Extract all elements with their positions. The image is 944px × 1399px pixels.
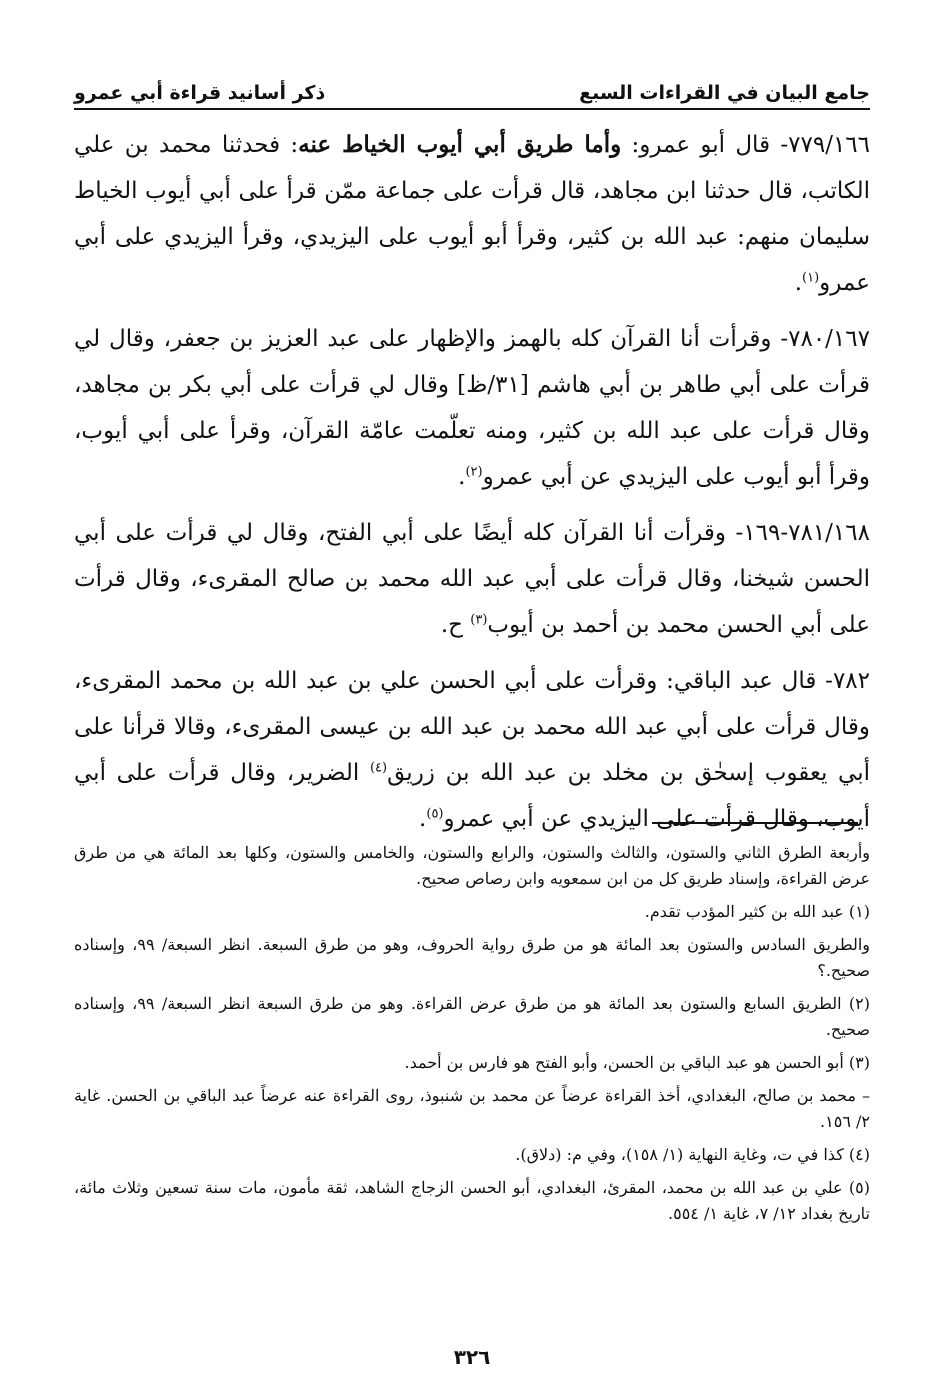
paragraph-number: ٧٨١/١٦٨-١٦٩- [735, 520, 870, 546]
footnote-3: (٣) أبو الحسن هو عبد الباقي بن الحسن، وأبو الفتح هو فارس بن أحمد. [404, 1053, 870, 1072]
footnote-marker[interactable]: (٥) [426, 806, 444, 822]
paragraph-emphasis: وأما طريق أبي أيوب الخياط عنه [298, 131, 622, 158]
paragraph-text: الضرير، وقال قرأت على أبي أيوب، وقال قرأت على اليزيدي عن أبي عمرو [74, 760, 870, 832]
footnote-3-note: – محمد بن صالح، البغدادي، أخذ القراءة عرضاً عن محمد بن شنبوذ، روى القراءة عنه عرضاً عبد الباقي بن الحسن. غاية ٢/ ١٥٦. [74, 1086, 870, 1131]
main-text [74, 122, 870, 852]
footnote-continuation: وأربعة الطرق الثاني والستون، والثالث والستون، والرابع والستون، والخامس والستون، وكلها بعد المائة هي من طرق عرض القراءة، وإسناد طريق كل من ابن سمعويه وابن رصاص صحيح. [74, 843, 870, 888]
chapter-title: ذكر أسانيد قراءة أبي عمرو [74, 82, 326, 104]
footnote-marker[interactable]: (٣) [470, 612, 488, 628]
paragraph-781 [74, 510, 870, 648]
page-number: ٣٢٦ [453, 1345, 491, 1369]
footnotes [74, 840, 870, 1234]
paragraph-779 [74, 122, 870, 306]
paragraph-text: وقرأت أنا القرآن كله بالهمز والإظهار على عبد العزيز بن جعفر، وقال لي قرأت على أبي طاهر بن أبي هاشم [٣١/ظ] وقال لي قرأت على أبي بكر بن مجاهد، وقال قرأت على عبد الله بن كثير، ومنه تعلّمت عامّة القرآن، وقرأ على أبي أيوب، وقرأ أبو أيوب على اليزيدي عن أبي عمرو [74, 326, 870, 490]
paragraph-text: قال عبد الباقي: وقرأت على أبي الحسن علي بن عبد الله بن محمد المقرىء، وقال قرأت على أبي عبد الله محمد بن عبد الله بن عيسى المقرىء، وقالا قرأنا على أبي يعقوب إسحٰق بن مخلد بن عبد الله بن زريق [74, 668, 871, 786]
paragraph-number: ٧٨٢- [825, 668, 870, 694]
footnote-2: (٢) الطريق السابع والستون بعد المائة هو من طرق عرض القراءة. وهو من طرق السبعة انظر السبعة/ ٩٩، وإسناده صحيح. [74, 994, 870, 1039]
paragraph-782 [74, 658, 870, 842]
paragraph-number: ٧٨٠/١٦٧- [780, 326, 870, 352]
footnote-divider [652, 822, 858, 824]
paragraph-text: : فحدثنا محمد بن علي الكاتب، قال حدثنا ابن مجاهد، قال قرأت على جماعة ممّن قرأ على أبي أيوب الخياط سليمان منهم: عبد الله بن كثير، وقرأ أبو أيوب على اليزيدي، وقرأ اليزيدي على أبي عمرو [74, 132, 870, 296]
paragraph-780 [74, 316, 870, 500]
paragraph-text: . [794, 270, 803, 296]
footnote-marker[interactable]: (٢) [465, 464, 483, 480]
paragraph-text: ح. [440, 612, 471, 638]
footnote-1-note: والطريق السادس والستون بعد المائة هو من طرق رواية الحروف، وهو من طرق السبعة. انظر السبعة/ ٩٩، وإسناده صحيح.؟ [74, 935, 870, 980]
paragraph-text: قال أبو عمرو: [621, 132, 781, 158]
footnote-4: (٤) كذا في ت، وغاية النهاية (١/ ١٥٨)، وفي م: (دلاق). [515, 1145, 870, 1164]
running-header [74, 70, 870, 104]
paragraph-text: . [458, 464, 466, 490]
footnote-1: (١) عبد الله بن كثير المؤدب تقدم. [644, 902, 870, 921]
header-divider [74, 108, 870, 110]
footnote-marker[interactable]: (٤) [369, 760, 388, 776]
footnote-5: (٥) علي بن عبد الله بن محمد، المقرئ، البغدادي، أبو الحسن الزجاج الشاهد، ثقة مأمون، مات سنة تسعين وثلاث مائة، تاريخ بغداد ١٢/ ٧، غاية ١/ ٥٥٤. [74, 1178, 870, 1223]
paragraph-text: وقرأت أنا القرآن كله أيضًا على أبي الفتح، وقال لي قرأت على أبي الحسن شيخنا، وقال قرأت على أبي عبد الله محمد بن صالح المقرىء، وقال قرأت على أبي الحسن محمد بن أحمد بن أيوب [74, 520, 870, 638]
book-title: جامع البيان في القراءات السبع [579, 82, 870, 104]
paragraph-text: . [419, 806, 427, 832]
footnote-marker[interactable]: (١) [802, 270, 820, 286]
paragraph-number: ٧٧٩/١٦٦- [780, 132, 871, 158]
